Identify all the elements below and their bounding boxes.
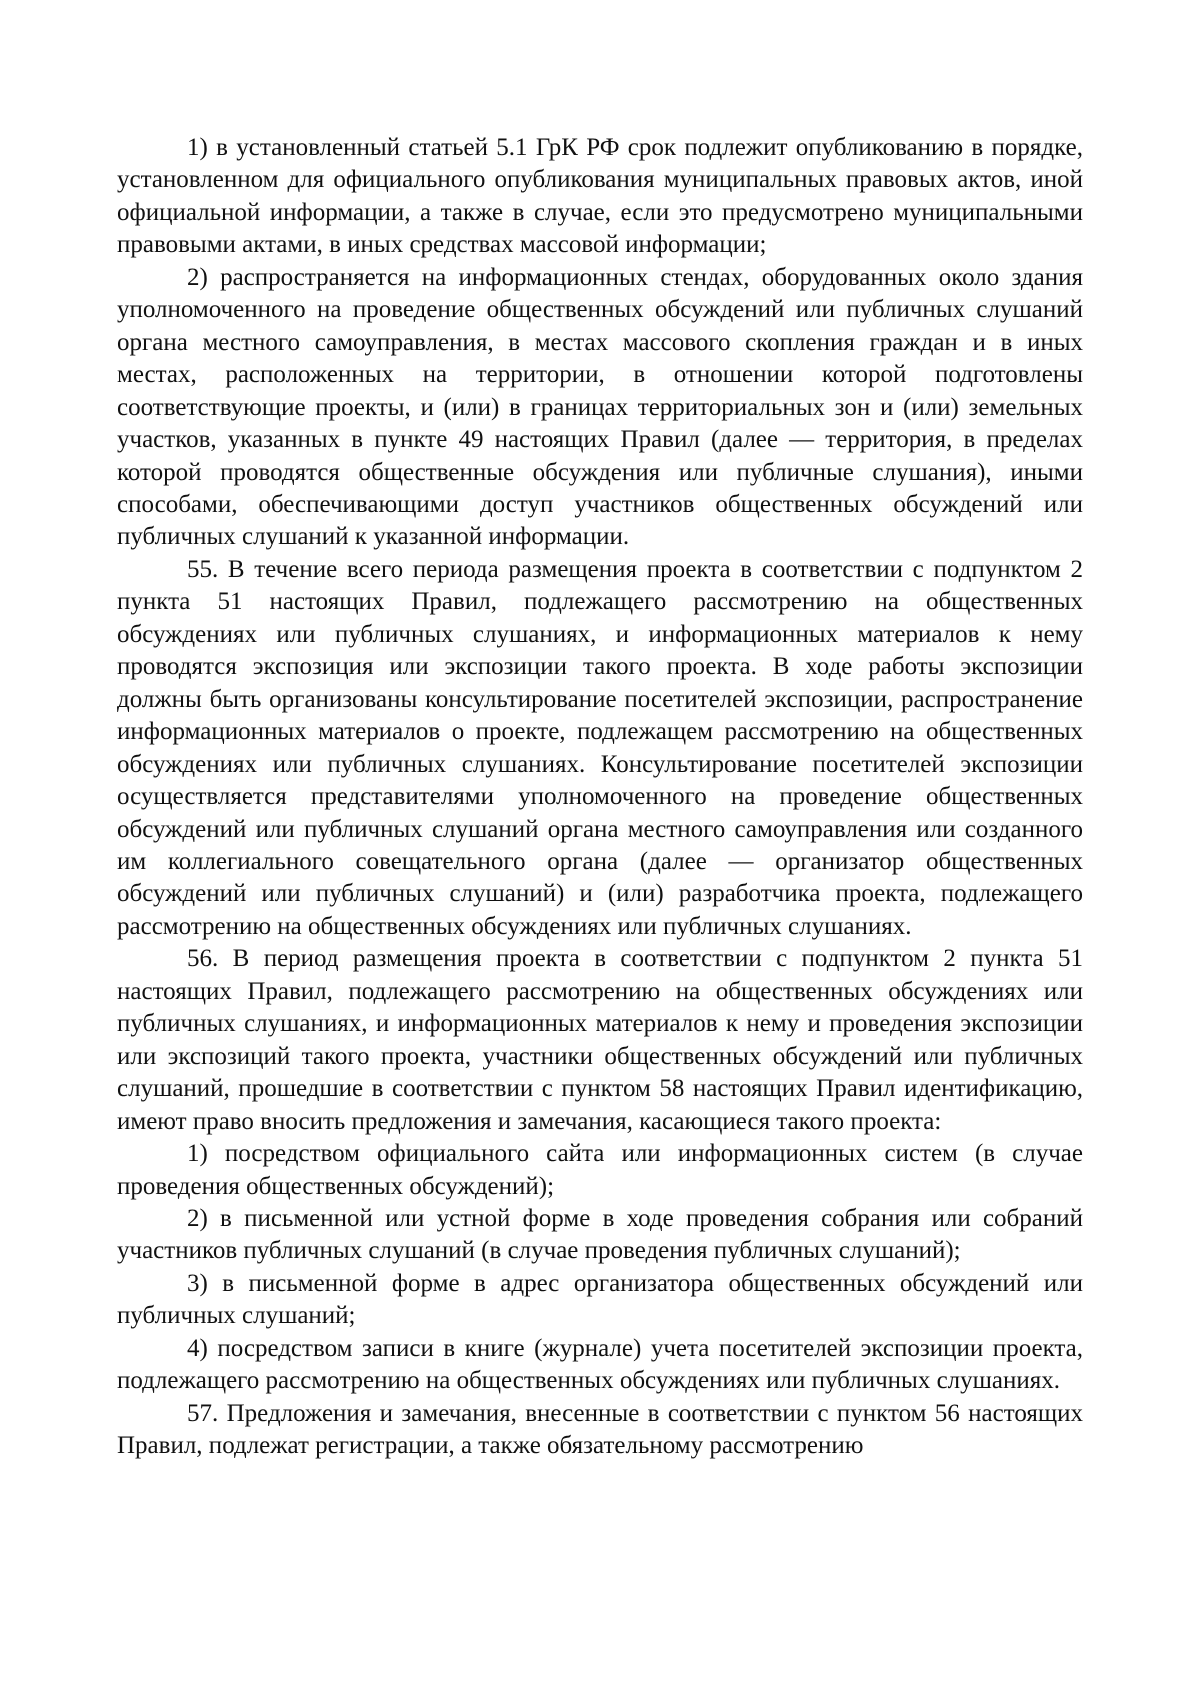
document-body bbox=[117, 132, 1083, 1463]
paragraph-55-exposition: 55. В течение всего периода размещения проекта в соответствии с подпунктом 2 пункта 51 настоящих Правил, подлежащего рассмотрению на общественных обсуждениях или публичных слушаниях, и информационных материалов к нему проводятся экспозиция или экспозиции такого проекта. В ходе работы экспозиции должны быть организованы консультирование посетителей экспозиции, распространение информационных материалов о проекте, подлежащем рассмотрению на общественных обсуждениях или публичных слушаниях. Консультирование посетителей экспозиции осуществляется представителями уполномоченного на проведение общественных обсуждений или публичных слушаний органа местного самоуправления или созданного им коллегиального совещательного органа (далее — организатор общественных обсуждений или публичных слушаний) и (или) разработчика проекта, подлежащего рассмотрению на общественных обсуждениях или публичных слушаниях. bbox=[117, 555, 1083, 940]
paragraph-56-subitem-1: 1) посредством официального сайта или информационных систем (в случае проведения общественных обсуждений); bbox=[117, 1140, 1083, 1200]
paragraph-56-subitem-3: 3) в письменной форме в адрес организатора общественных обсуждений или публичных слушаний; bbox=[117, 1269, 1083, 1330]
paragraph-56-proposals: 56. В период размещения проекта в соответствии с подпунктом 2 пункта 51 настоящих Правил, подлежащего рассмотрению на общественных обсуждениях или публичных слушаниях, и информационных материалов к нему и проведения экспозиции или экспозиций такого проекта, участники общественных обсуждений или публичных слушаний, прошедшие в соответствии с пунктом 58 настоящих Правил идентификацию, имеют право вносить предложения и замечания, касающиеся такого проекта: bbox=[117, 945, 1083, 1135]
paragraph-56-subitem-2: 2) в письменной или устной форме в ходе проведения собрания или собраний участников публичных слушаний (в случае проведения публичных слушаний); bbox=[117, 1204, 1083, 1265]
paragraph-item-1-publication: 1) в установленный статьей 5.1 ГрК РФ срок подлежит опубликованию в порядке, установленном для официального опубликования муниципальных правовых актов, иной официальной информации, а также в случае, если это предусмотрено муниципальными правовыми актами, в иных средствах массовой информации; bbox=[117, 134, 1083, 259]
paragraph-item-2-info-stands: 2) распространяется на информационных стендах, оборудованных около здания уполномоченного на проведение общественных обсуждений или публичных слушаний органа местного самоуправления, в местах массового скопления граждан и в иных местах, расположенных на территории, в отношении которой подготовлены соответствующие проекты, и (или) в границах территориальных зон и (или) земельных участков, указанных в пункте 49 настоящих Правил (далее — территория, в пределах которой проводятся общественные обсуждения или публичные слушания), иными способами, обеспечивающими доступ участников общественных обсуждений или публичных слушаний к указанной информации. bbox=[117, 263, 1083, 551]
paragraph-56-subitem-4: 4) посредством записи в книге (журнале) учета посетителей экспозиции проекта, подлежащего рассмотрению на общественных обсуждениях или публичных слушаниях. bbox=[117, 1334, 1083, 1395]
paragraph-57-registration: 57. Предложения и замечания, внесенные в соответствии с пунктом 56 настоящих Правил, подлежат регистрации, а также обязательному рассмотрению bbox=[117, 1399, 1083, 1460]
